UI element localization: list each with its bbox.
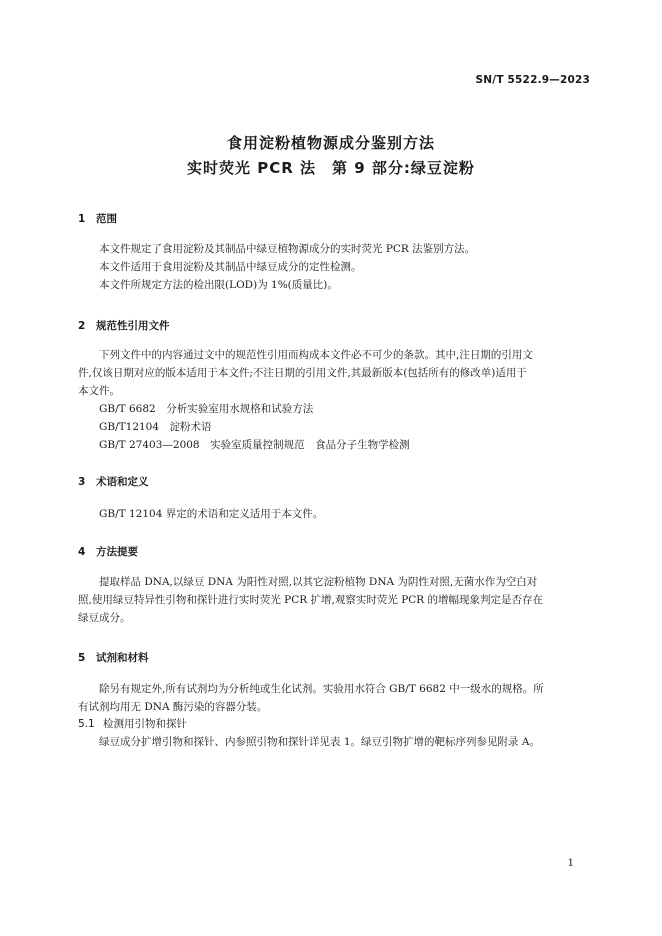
title-line-2: 实时荧光 PCR 法 第 9 部分:绿豆淀粉	[187, 159, 475, 177]
section-title: 方法提要	[96, 546, 138, 558]
paragraph-line: GB/T 12104 界定的术语和定义适用于本文件。	[99, 508, 324, 520]
section-number: 4	[78, 546, 86, 558]
section-3-body	[78, 505, 594, 523]
section-title: 规范性引用文件	[96, 320, 170, 332]
section-title: 范围	[96, 213, 117, 225]
page-number: 1	[567, 858, 574, 869]
paragraph-line: 除另有规定外,所有试剂均为分析纯或生化试剂。实验用水符合 GB/T 6682 中一级水的规格。所	[99, 683, 544, 695]
paragraph-line: 绿豆成分扩增引物和探针、内参照引物和探针详见表 1。绿豆引物扩增的靶标序列参见附录 A。	[99, 736, 540, 748]
doc-code: SN/T 5522.9—2023	[475, 74, 590, 86]
paragraph-line: 绿豆成分。	[78, 612, 131, 624]
subsection-title: 检测用引物和探针	[103, 718, 187, 730]
paragraph-line: 提取样品 DNA,以绿豆 DNA 为阳性对照,以其它淀粉植物 DNA 为阴性对照,无菌水作为空白对	[99, 576, 538, 588]
title-line-1: 食用淀粉植物源成分鉴别方法	[226, 134, 435, 152]
paragraph-line: 件,仅该日期对应的版本适用于本文件;不注日期的引用文件,其最新版本(包括所有的修改单)适用于	[78, 367, 527, 379]
paragraph-line: 照,使用绿豆特异性引物和探针进行实时荧光 PCR 扩增,观察实时荧光 PCR 的增幅现象判定是否存在	[78, 594, 544, 606]
section-number: 2	[78, 320, 86, 332]
reference-item: GB/T12104 淀粉术语	[99, 421, 212, 433]
section-1-heading	[78, 211, 117, 226]
paragraph-line: 本文件所规定方法的检出限(LOD)为 1%(质量比)。	[99, 279, 338, 291]
section-number: 1	[78, 213, 86, 225]
section-4-heading	[78, 544, 138, 559]
paragraph-line: 本文件。	[78, 385, 120, 397]
section-4-body	[78, 573, 594, 627]
paragraph-line: 本文件适用于食用淀粉及其制品中绿豆成分的定性检测。	[99, 261, 362, 273]
paragraph-line: 本文件规定了食用淀粉及其制品中绿豆植物源成分的实时荧光 PCR 法鉴别方法。	[99, 243, 476, 255]
paragraph-line: 有试剂均用无 DNA 酶污染的容器分装。	[78, 701, 268, 713]
reference-item: GB/T 27403—2008 实验室质量控制规范 食品分子生物学检测	[99, 439, 410, 451]
section-5-body	[78, 680, 594, 716]
section-title: 试剂和材料	[96, 652, 149, 664]
subsection-5-1-heading	[78, 716, 187, 731]
section-number: 5	[78, 652, 86, 664]
section-title: 术语和定义	[96, 476, 149, 488]
subsection-5-1-body	[78, 733, 594, 751]
subsection-number: 5.1	[78, 718, 95, 730]
paragraph-line: 下列文件中的内容通过文中的规范性引用而构成本文件必不可少的条款。其中,注日期的引用文	[99, 349, 533, 361]
section-1-body	[78, 240, 594, 294]
section-5-heading	[78, 650, 149, 665]
section-2-body	[78, 346, 594, 454]
reference-item: GB/T 6682 分析实验室用水规格和试验方法	[99, 403, 314, 415]
section-2-heading	[78, 318, 170, 333]
section-number: 3	[78, 476, 86, 488]
section-3-heading	[78, 474, 149, 489]
